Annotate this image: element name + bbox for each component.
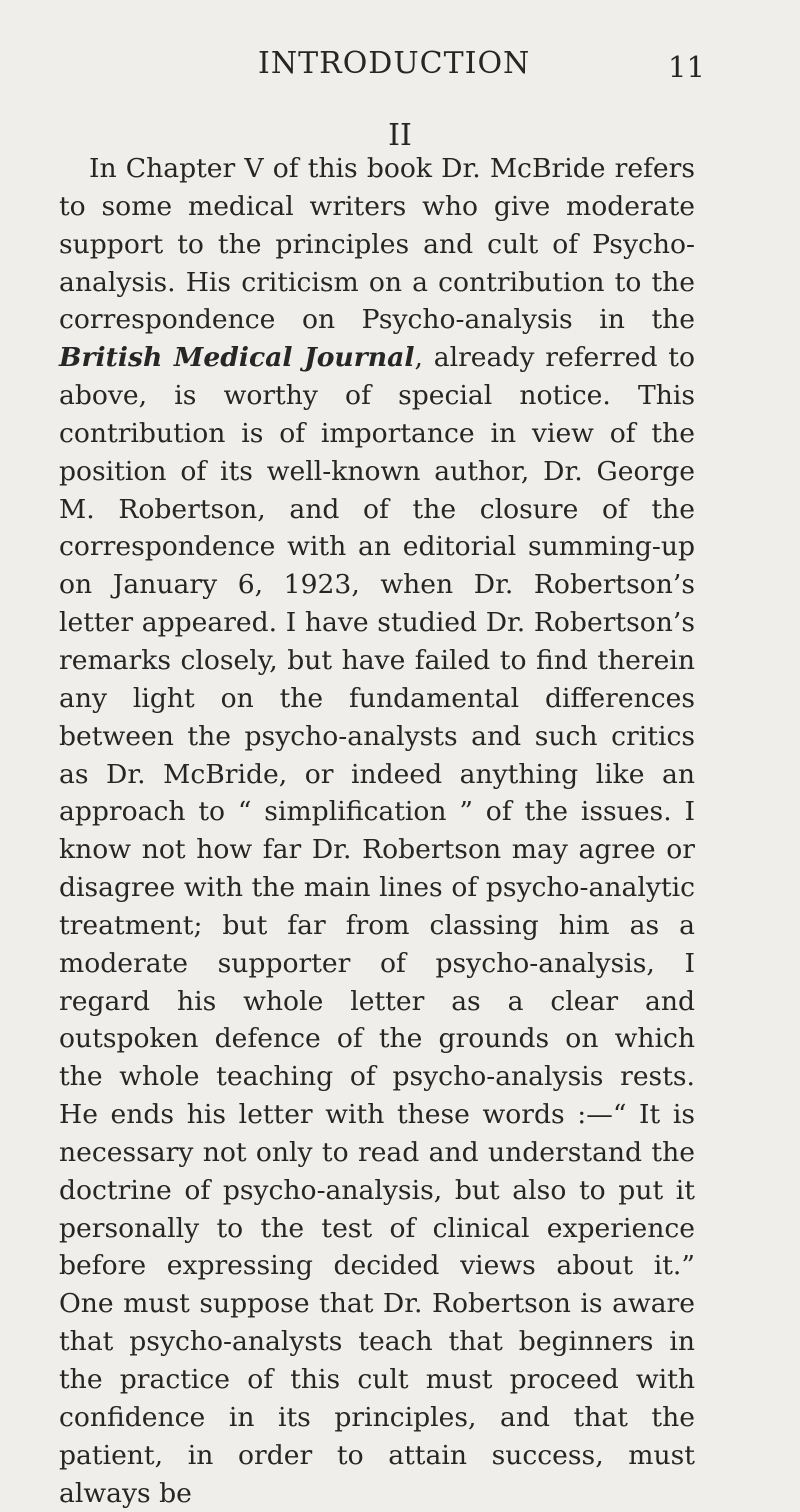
- paragraph-text-after-title: , already referred to above, is worthy of special notice. This contribution is of importance in view of the position of its well-known author, Dr. George M. Robertson, and of the closure of the correspondence with an editorial summing-up on January 6, 1923, when Dr. Robertson’s letter appeared. I have studied Dr. Robertson’s remarks closely, but have failed to find therein any light on the fundamental differences between the psycho-analysts and such critics as Dr. McBride, or indeed anything like an approach to “ simplification ” of the issues. I know not how far Dr. Robertson may agree or disagree with the main lines of psycho-analytic treatment; but far from classing him as a moderate supporter of psycho-analysis, I regard his whole letter as a clear and outspoken defence of the grounds on which the whole teaching of psycho-analysis rests. He ends his letter with these words :—“ It is necessary not only to read and understand the doctrine of psycho-analysis, but also to put it personally to the test of clinical experience before expressing decided views about it.” One must suppose that Dr. Robertson is aware that psycho-analysts teach that beginners in the practice of this cult must proceed with confidence in its principles, and that the patient, in order to attain success, must always be: [59, 342, 695, 1509]
- section-number: II: [388, 118, 412, 153]
- page-number: 11: [668, 50, 705, 84]
- paragraph-text-before-title: In Chapter V of this book Dr. McBride refers to some medical writers who give moderate support to the principles and cult of Psycho-analysis. His criticism on a contribution to the correspondence on Psycho-analysis in the: [59, 153, 695, 336]
- running-title: INTRODUCTION: [258, 46, 531, 81]
- body-paragraph: [59, 150, 695, 1512]
- journal-title: British Medical Journal: [59, 342, 415, 374]
